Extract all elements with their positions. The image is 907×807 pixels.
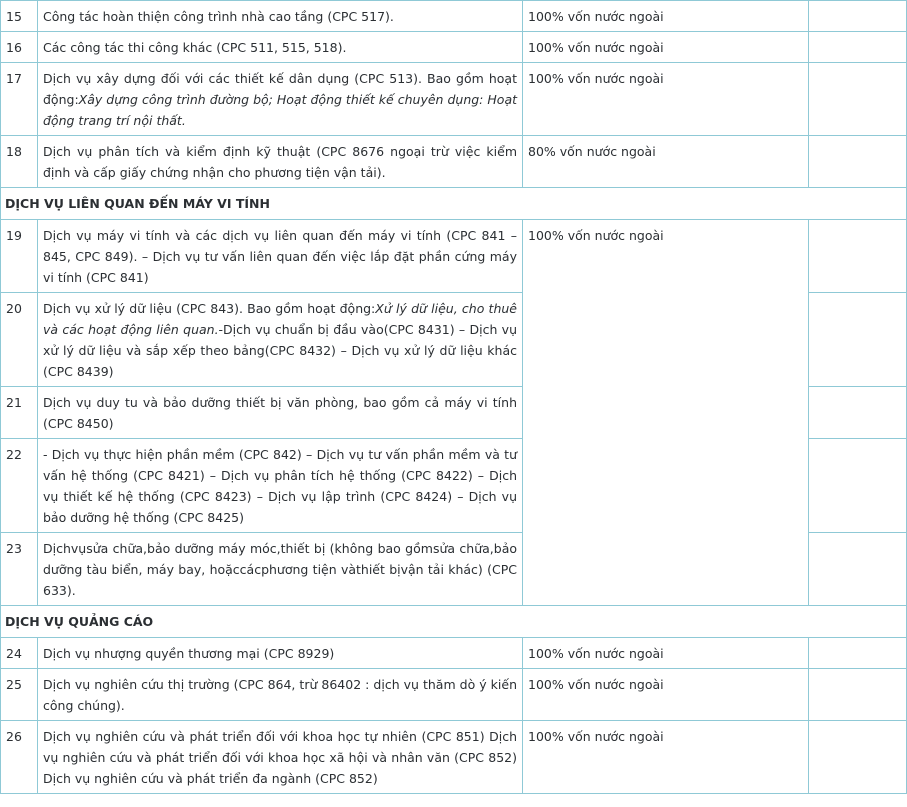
table-row <box>1 63 907 136</box>
row-number: 23 <box>1 533 38 606</box>
foreign-capital-limit: 100% vốn nước ngoài <box>523 220 809 606</box>
service-description: Dịchvụsửa chữa,bảo dưỡng máy móc,thiết bị (không bao gồmsửa chữa,bảo dưỡng tàu biển, máy bay, hoặccácphương tiện vàthiết bịvận tải khác) (CPC 633). <box>38 533 523 606</box>
table-row <box>1 669 907 721</box>
table-row <box>1 638 907 669</box>
row-number: 16 <box>1 32 38 63</box>
row-number: 17 <box>1 63 38 136</box>
foreign-capital-limit: 100% vốn nước ngoài <box>523 32 809 63</box>
service-description: Dịch vụ phân tích và kiểm định kỹ thuật (CPC 8676 ngoại trừ việc kiểm định và cấp giấy chứng nhận cho phương tiện vận tải). <box>38 136 523 188</box>
foreign-capital-limit: 100% vốn nước ngoài <box>523 1 809 32</box>
service-description: Dịch vụ nghiên cứu thị trường (CPC 864, trừ 86402 : dịch vụ thăm dò ý kiến công chúng). <box>38 669 523 721</box>
notes-cell <box>809 721 907 794</box>
service-description: Dịch vụ máy vi tính và các dịch vụ liên quan đến máy vi tính (CPC 841 – 845, CPC 849). – Dịch vụ tư vấn liên quan đến việc lắp đặt phần cứng máy vi tính (CPC 841) <box>38 220 523 293</box>
service-description: Dịch vụ nghiên cứu và phát triển đối với khoa học tự nhiên (CPC 851) Dịch vụ nghiên cứu và phát triển đối với khoa học xã hội và nhân văn (CPC 852) Dịch vụ nghiên cứu và phát triển đa ngành (CPC 852) <box>38 721 523 794</box>
table-row <box>1 220 907 293</box>
notes-cell <box>809 669 907 721</box>
section-header-advertising: DỊCH VỤ QUẢNG CÁO <box>1 606 907 638</box>
service-description <box>38 63 523 136</box>
foreign-capital-limit: 80% vốn nước ngoài <box>523 136 809 188</box>
service-description: Dịch vụ duy tu và bảo dưỡng thiết bị văn phòng, bao gồm cả máy vi tính (CPC 8450) <box>38 387 523 439</box>
table-row <box>1 721 907 794</box>
row-number: 22 <box>1 439 38 533</box>
foreign-capital-limit: 100% vốn nước ngoài <box>523 63 809 136</box>
description-text: -Dịch vụ chuẩn bị đầu vào(CPC 8431) – Dịch vụ xử lý dữ liệu và sắp xếp theo bảng(CPC 8432) – Dịch vụ xử lý dữ liệu khác (CPC 8439) <box>43 322 517 379</box>
foreign-capital-limit: 100% vốn nước ngoài <box>523 638 809 669</box>
notes-cell <box>809 136 907 188</box>
description-text: Dịch vụ xây dựng đối với các thiết kế dân dụng (CPC 513). Bao gồm hoạt động: <box>43 71 517 107</box>
table-row <box>1 1 907 32</box>
section-header-row <box>1 188 907 220</box>
row-number: 15 <box>1 1 38 32</box>
notes-cell <box>809 293 907 387</box>
service-description: Công tác hoàn thiện công trình nhà cao tầng (CPC 517). <box>38 1 523 32</box>
notes-cell <box>809 1 907 32</box>
row-number: 25 <box>1 669 38 721</box>
row-number: 18 <box>1 136 38 188</box>
description-emphasis: Xây dựng công trình đường bộ; Hoạt động thiết kế chuyên dụng: Hoạt động trang trí nội thất. <box>43 92 517 128</box>
table-row <box>1 136 907 188</box>
foreign-capital-limit: 100% vốn nước ngoài <box>523 669 809 721</box>
description-text: Dịch vụ xử lý dữ liệu (CPC 843). Bao gồm hoạt động: <box>43 301 376 316</box>
notes-cell <box>809 32 907 63</box>
table-row <box>1 32 907 63</box>
notes-cell <box>809 387 907 439</box>
service-description <box>38 293 523 387</box>
service-description: Các công tác thi công khác (CPC 511, 515, 518). <box>38 32 523 63</box>
service-description: Dịch vụ nhượng quyền thương mại (CPC 8929) <box>38 638 523 669</box>
row-number: 20 <box>1 293 38 387</box>
notes-cell <box>809 63 907 136</box>
notes-cell <box>809 533 907 606</box>
notes-cell <box>809 638 907 669</box>
notes-cell <box>809 439 907 533</box>
row-number: 21 <box>1 387 38 439</box>
foreign-capital-limit: 100% vốn nước ngoài <box>523 721 809 794</box>
row-number: 24 <box>1 638 38 669</box>
row-number: 26 <box>1 721 38 794</box>
section-header-computer: DỊCH VỤ LIÊN QUAN ĐẾN MÁY VI TÍNH <box>1 188 907 220</box>
row-number: 19 <box>1 220 38 293</box>
description-emphasis: Xử lý dữ liệu, cho thuê và các hoạt động liên quan. <box>43 301 517 337</box>
service-description: - Dịch vụ thực hiện phần mềm (CPC 842) – Dịch vụ tư vấn phần mềm và tư vấn hệ thống (CPC 8421) – Dịch vụ phân tích hệ thống (CPC 8422) – Dịch vụ thiết kế hệ thống (CPC 8423) – Dịch vụ lập trình (CPC 8424) – Dịch vụ bảo dưỡng hệ thống (CPC 8425) <box>38 439 523 533</box>
section-header-row <box>1 606 907 638</box>
notes-cell <box>809 220 907 293</box>
